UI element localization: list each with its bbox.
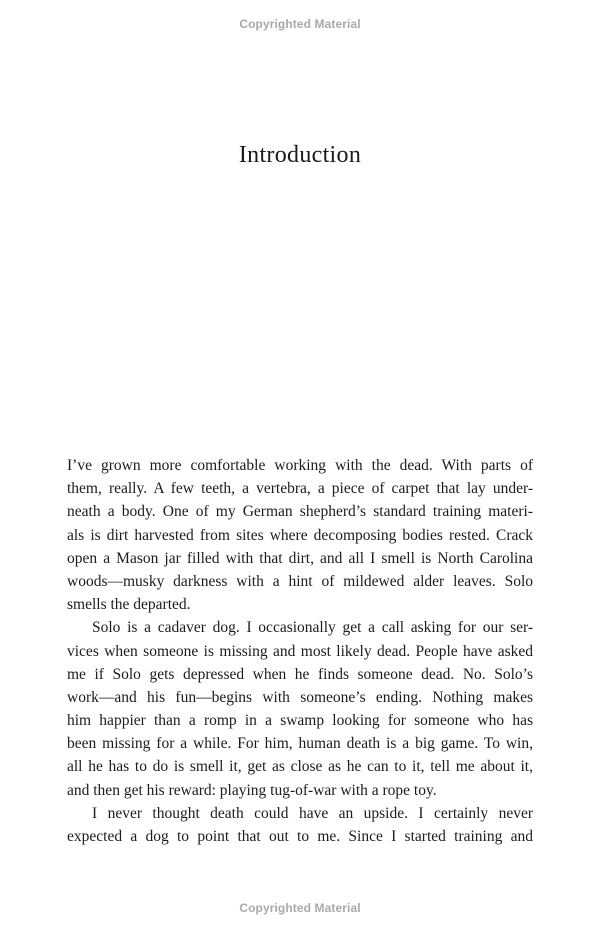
text-line: smells the departed. [67, 596, 191, 614]
watermark-bottom: Copyrighted Material [239, 901, 361, 915]
text-line: work—and his fun—begins with someone’s ending. Nothing makes [67, 688, 533, 706]
watermark-top: Copyrighted Material [239, 17, 361, 31]
text-line: me if Solo gets depressed when he finds someone dead. No. Solo’s [67, 665, 533, 683]
text-line: als is dirt harvested from sites where decomposing bodies rested. Crack [67, 526, 533, 544]
paragraph-2 [67, 616, 533, 802]
text-line: neath a body. One of my German shepherd’s standard training materi- [67, 503, 533, 521]
text-line: them, really. A few teeth, a vertebra, a piece of carpet that lay under- [67, 480, 533, 498]
text-line: vices when someone is missing and most likely dead. People have asked [67, 642, 533, 660]
text-line: all he has to do is smell it, get as close as he can to it, tell me about it, [67, 758, 533, 776]
text-line: and then get his reward: playing tug-of-war with a rope toy. [67, 781, 437, 799]
text-line: open a Mason jar filled with that dirt, and all I smell is North Carolina [67, 549, 533, 567]
paragraph-3 [67, 802, 533, 848]
text-line: Solo is a cadaver dog. I occasionally get a call asking for our ser- [92, 619, 533, 637]
chapter-title: Introduction [238, 142, 362, 168]
text-line: him happier than a romp in a swamp looking for someone who has [67, 712, 533, 730]
body-text [67, 454, 533, 848]
text-line: woods—musky darkness with a hint of mildewed alder leaves. Solo [67, 572, 533, 590]
text-line: I never thought death could have an upside. I certainly never [92, 804, 533, 822]
text-line: I’ve grown more comfortable working with the dead. With parts of [67, 457, 533, 474]
paragraph-1 [67, 454, 533, 616]
text-line: expected a dog to point that out to me. Since I started training and [67, 828, 533, 845]
text-line: been missing for a while. For him, human death is a big game. To win, [67, 735, 533, 753]
